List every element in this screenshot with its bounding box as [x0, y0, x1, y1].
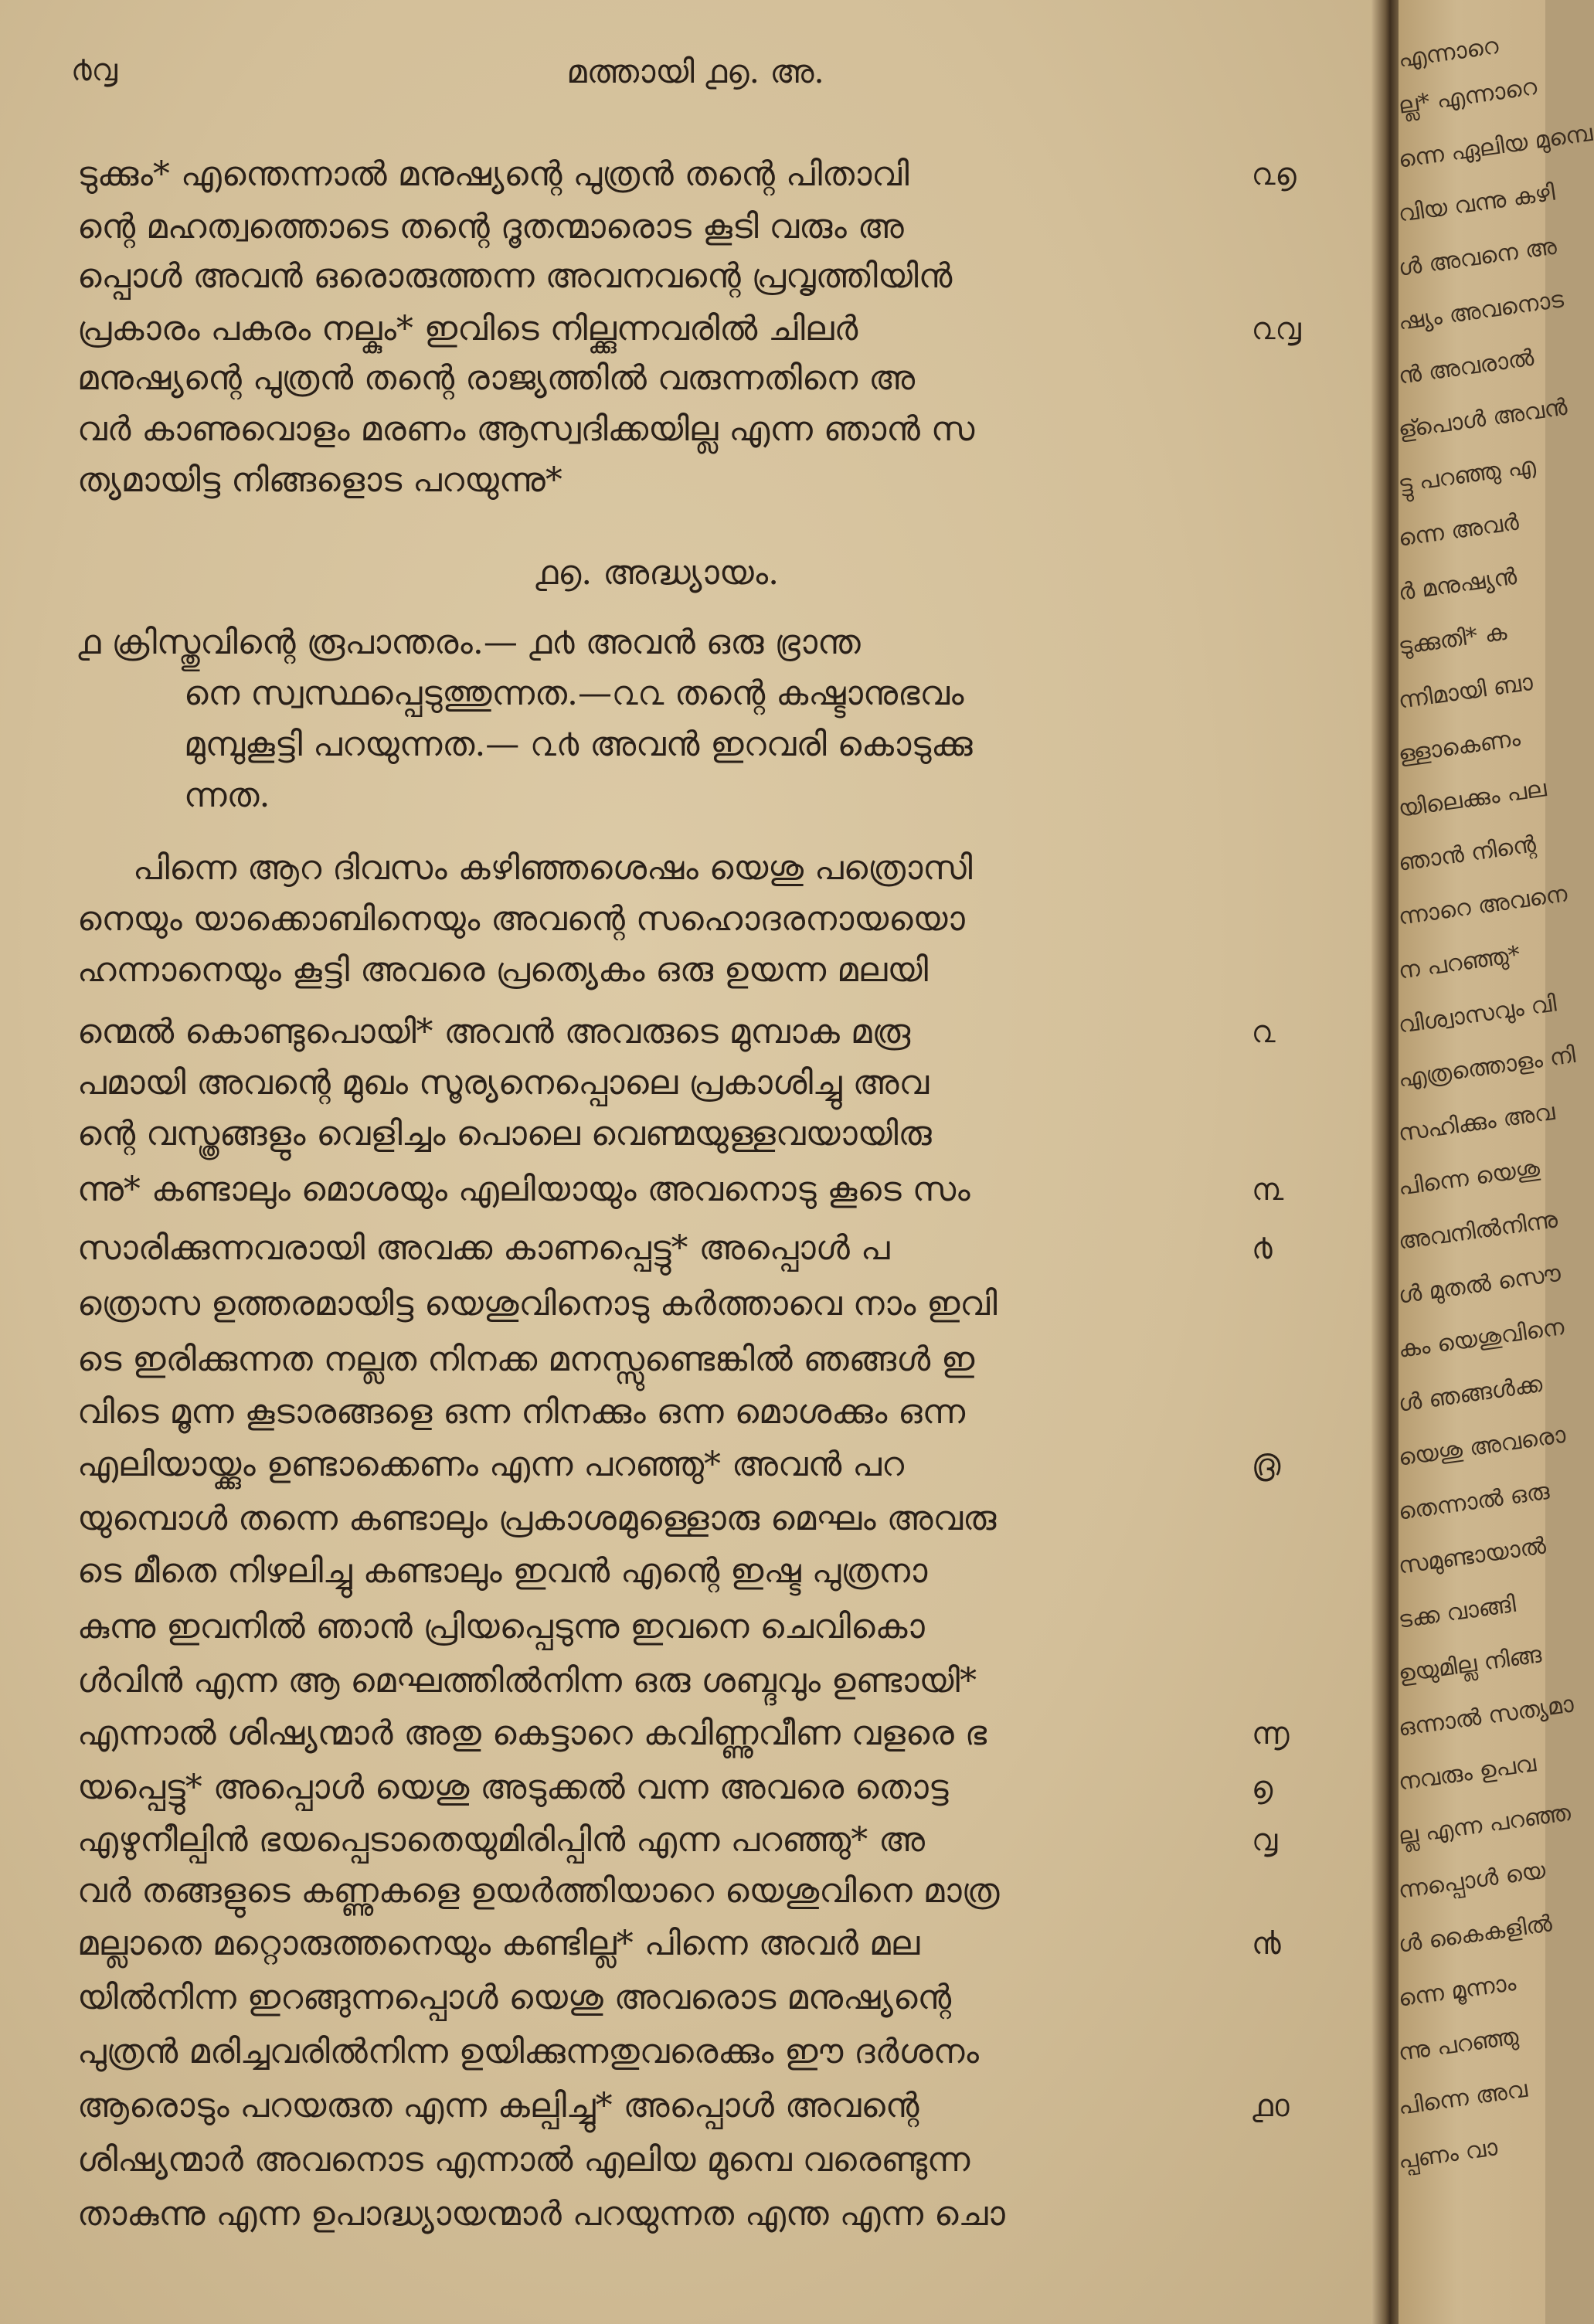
facing-page-text: ൾ ഞങ്ങൾക്ക [1396, 1371, 1545, 1418]
text-line: ടുക്കും* എന്തെന്നാൽ മനുഷ്യന്റെ പുത്രൻ തന്റെ പിതാവി [77, 155, 909, 194]
text-line: ൾവിൻ എന്ന ആ മെഘത്തിൽനിന്ന ഒരു ശബ്ദവും ഉണ്ടായി* [77, 1661, 977, 1701]
facing-page-text: യിലെക്കും പല [1396, 775, 1548, 823]
text-line: മല്ലാതെ മറ്റൊരുത്തനെയും കണ്ടില്ല* പിന്നെ അവർ മല [77, 1924, 920, 1963]
verse-number: ൮ [1252, 1823, 1278, 1858]
facing-page-text: ൻ അവരാൽ [1396, 344, 1536, 390]
facing-page-text: തെന്നാൽ ഒരു [1396, 1477, 1552, 1526]
facing-page-text: കം യെശുവിനെ [1396, 1313, 1566, 1364]
facing-page-text: ഷ്യം അവനൊട [1396, 286, 1565, 336]
facing-page-text: യെശു അവരൊ [1396, 1421, 1568, 1472]
chapter-summary-line: മുമ്പുകൂട്ടി പറയുന്നത.— ൨൪ അവൻ ഇറവരി കൊടുക്കു [184, 725, 973, 764]
text-line: ടെ മീതെ നിഴലിച്ചു കണ്ടാലും ഇവൻ എന്റെ ഇഷ്ട പുത്രനാ [77, 1551, 928, 1591]
facing-page-text: ഒന്നാൽ സത്യമാ [1396, 1690, 1575, 1742]
text-line: ഹന്നാനെയും കൂട്ടി അവരെ പ്രത്യെകം ഒരു ഉയന്ന മലയി [77, 950, 929, 990]
text-line: എന്നാൽ ശിഷ്യന്മാർ അതു കെട്ടാറെ കവിണ്ണുവീണ വളരെ ഭ [77, 1714, 987, 1753]
verse-number: ൭ [1252, 1770, 1273, 1806]
facing-page-text: ന്നെ അവർ [1396, 508, 1521, 552]
facing-page-text: പിന്നെ യെശു [1396, 1154, 1541, 1201]
text-line: എഴുനീല്പിൻ ഭയപ്പെടാതെയുമിരിപ്പിൻ എന്ന പറഞ്ഞു* അ [77, 1820, 926, 1860]
text-line: പിന്നെ ആറ ദിവസം കഴിഞ്ഞശെഷം യെശു പത്രൊസി [133, 848, 973, 888]
text-line: എലിയായ്ക്കും ഉണ്ടാക്കെണം എന്ന പറഞ്ഞു* അവൻ പറ [77, 1445, 904, 1484]
facing-page-text: അവനിൽനിന്നു [1396, 1206, 1560, 1255]
facing-page-text: ടക്ക വാങ്ങി [1396, 1590, 1518, 1634]
facing-page-text: സഹിക്കും അവ [1396, 1098, 1557, 1147]
facing-page-edge [1396, 0, 1594, 2324]
text-line: ന്റെ വസ്ത്രങ്ങളും വെളിച്ചം പൊലെ വെണ്മയുള്ളവയായിരു [77, 1114, 932, 1154]
facing-page-text: സമുണ്ടായാൽ [1396, 1532, 1548, 1580]
verse-number: ൨൭ [1252, 157, 1297, 192]
facing-page-text: ന്നു പറഞ്ഞു [1396, 2023, 1521, 2067]
text-line: താകുന്നു എന്ന ഉപാദ്ധ്യായന്മാർ പറയുന്നത എന്ത എന്ന ചൊ [77, 2194, 1005, 2234]
verse-number: ൩ [1252, 1172, 1284, 1208]
facing-page-text: ഉയുമില്ല നിങ്ങ [1396, 1641, 1544, 1688]
facing-page-text: ല്ല എന്ന പറഞ്ഞ [1396, 1799, 1573, 1850]
chapter-heading: ൧൭. അദ്ധ്യായം. [534, 553, 780, 593]
facing-page-text: വിശ്വാസവും വി [1396, 990, 1558, 1039]
facing-page-text: ന്നിമായി ബാ [1396, 668, 1535, 715]
text-line: ത്യമായിട്ട നിങ്ങളൊട പറയുന്നു* [77, 460, 562, 500]
facing-page-text: ൾ അവനെ അ [1396, 233, 1558, 282]
text-line: പമായി അവന്റെ മുഖം സൂര്യനെപ്പൊലെ പ്രകാശിച്ചു അവ [77, 1063, 930, 1103]
page-number: ൪൮ [71, 53, 117, 88]
verse-number: ൨ [1252, 1014, 1276, 1050]
text-line: സാരിക്കുന്നവരായി അവക്ക കാണപ്പെട്ടു* അപ്പൊൾ പ [77, 1228, 890, 1268]
text-line: ശിഷ്യന്മാർ അവനൊട എന്നാൽ എലിയ മുമ്പെ വരെണ്ടുന്ന [77, 2140, 970, 2180]
verse-number: ൯ [1252, 1926, 1281, 1962]
page-header [0, 53, 1383, 107]
facing-page-text: ള്പൊൾ അവൻ [1396, 393, 1569, 444]
text-line: ടെ ഇരിക്കുന്നത നല്ലത നിനക്ക മനസ്സുണ്ടെങ്കിൽ ഞങ്ങൾ ഇ [77, 1340, 975, 1379]
text-line: വർ തങ്ങളുടെ കണ്ണുകളെ ഉയർത്തിയാറെ യെശുവിനെ മാത്ര [77, 1871, 1000, 1911]
facing-page-text: ന്നെ മൂന്നാം [1396, 1969, 1518, 2013]
text-line: ആരൊടും പറയരുത എന്ന കല്പിച്ചു* അപ്പൊൾ അവന്റെ [77, 2086, 919, 2125]
text-line: നെയും യാക്കൊബിനെയും അവന്റെ സഹൊദരനായയൊ [77, 899, 965, 939]
verse-number: ൧൦ [1252, 2088, 1290, 2124]
verse-number: ൫ [1252, 1447, 1281, 1483]
facing-page-text: ർ മനുഷ്യൻ [1396, 562, 1519, 606]
facing-page-text: ന പറഞ്ഞു* [1396, 941, 1522, 985]
chapter-summary-line: ൧ ക്രിസ്തുവിന്റെ രൂപാന്തരം.— ൧൪ അവൻ ഒരു ഭ്രാന്ത [77, 623, 861, 662]
facing-page-text: ല്ല* എന്നാറെ [1396, 73, 1539, 120]
facing-page-text: ന്നാറെ അവനെ [1396, 880, 1569, 931]
text-line: യിൽനിന്ന ഇറങ്ങുന്നപ്പൊൾ യെശു അവരൊട മനുഷ്യന്റെ [77, 1978, 952, 2017]
facing-page-text: നവരും ഉപവ [1396, 1750, 1538, 1796]
text-line: പുത്രൻ മരിച്ചവരിൽനിന്ന ഉയിക്കുന്നതുവരെക്കും ഈ ദർശനം [77, 2032, 979, 2071]
text-line: ന്നു* കണ്ടാലും മൊശയും എലിയായും അവനൊടു കൂടെ സം [77, 1170, 970, 1209]
facing-page-text: എത്രത്തൊളം നി [1396, 1041, 1578, 1093]
text-line: പ്പൊൾ അവൻ ഒരൊരുത്തന്ന അവനവന്റെ പ്രവൃത്തിയിൻ [77, 257, 953, 296]
facing-page-text: പിന്നെ അവ [1396, 2075, 1529, 2121]
text-line: പ്രകാരം പകരം നല്കും* ഇവിടെ നില്ക്കുന്നവരിൽ ചിലർ [77, 309, 858, 348]
text-line: കുന്നു ഇവനിൽ ഞാൻ പ്രിയപ്പെടുന്നു ഇവനെ ചെവികൊ [77, 1607, 925, 1646]
chapter-summary-line: ന്നത. [184, 776, 270, 815]
chapter-summary-line: നെ സ്വസ്ഥപ്പെടുത്തുന്നത.—൨൨ തന്റെ കഷ്ടാനുഭവം [184, 674, 964, 713]
facing-page-text: എന്നാറെ [1396, 32, 1501, 73]
facing-page-text: ള്ളാകെണം [1396, 725, 1522, 769]
facing-page-text: ടുക്കുതി* ക [1396, 618, 1509, 661]
text-line: യപ്പെട്ടു* അപ്പൊൾ യെശു അടുക്കൽ വന്ന അവരെ തൊട്ട [77, 1768, 949, 1807]
facing-page-text: ന്നെ ഏലിയ മുമ്പെ [1396, 119, 1594, 174]
verse-number: ൬ [1252, 1716, 1290, 1751]
facing-page-text: ഞാൻ നിന്റെ [1396, 831, 1538, 877]
book-gutter [1371, 0, 1402, 2324]
text-line: ന്റെ മഹത്വത്തൊടെ തന്റെ ദൂതന്മാരൊട കൂടി വരും അ [77, 207, 904, 246]
facing-page-text: വിയ വന്നു കഴി [1396, 178, 1557, 228]
text-line: ന്മെൽ കൊണ്ടുപൊയി* അവൻ അവരുടെ മുമ്പാക മരൂ [77, 1012, 911, 1052]
facing-page-text: ന്നപ്പൊൾ യെ [1396, 1857, 1548, 1904]
text-line: ത്രൊസ ഉത്തരമായിട്ട യെശുവിനൊടു കർത്താവെ നാം ഇവി [77, 1284, 998, 1323]
running-title: മത്തായി ൧൭. അ. [566, 53, 824, 90]
text-line: വിടെ മൂന്ന കൂടാരങ്ങളെ ഒന്ന നിനക്കും ഒന്ന മൊശക്കും ഒന്ന [77, 1392, 966, 1432]
facing-page-text: പ്പണം വാ [1396, 2134, 1500, 2175]
verse-number: ൪ [1252, 1231, 1273, 1266]
verse-number: ൨൮ [1252, 311, 1301, 347]
text-line: യുമ്പൊൾ തന്നെ കണ്ടാലും പ്രകാശമുള്ളൊരു മെഘം അവരു [77, 1499, 997, 1538]
facing-page-text: ട്ടു പറഞ്ഞു എ [1396, 452, 1538, 498]
facing-page-text: ൾ കൈകളിൽ [1396, 1910, 1554, 1959]
text-line: വർ കാണുവൊളം മരണം ആസ്വദിക്കയില്ല എന്ന ഞാൻ സ [77, 409, 975, 449]
facing-page-text: ൾ മുതൽ സൌ [1396, 1259, 1563, 1310]
text-line: മനുഷ്യന്റെ പുത്രൻ തന്റെ രാജ്യത്തിൽ വരുന്നതിനെ അ [77, 358, 916, 398]
